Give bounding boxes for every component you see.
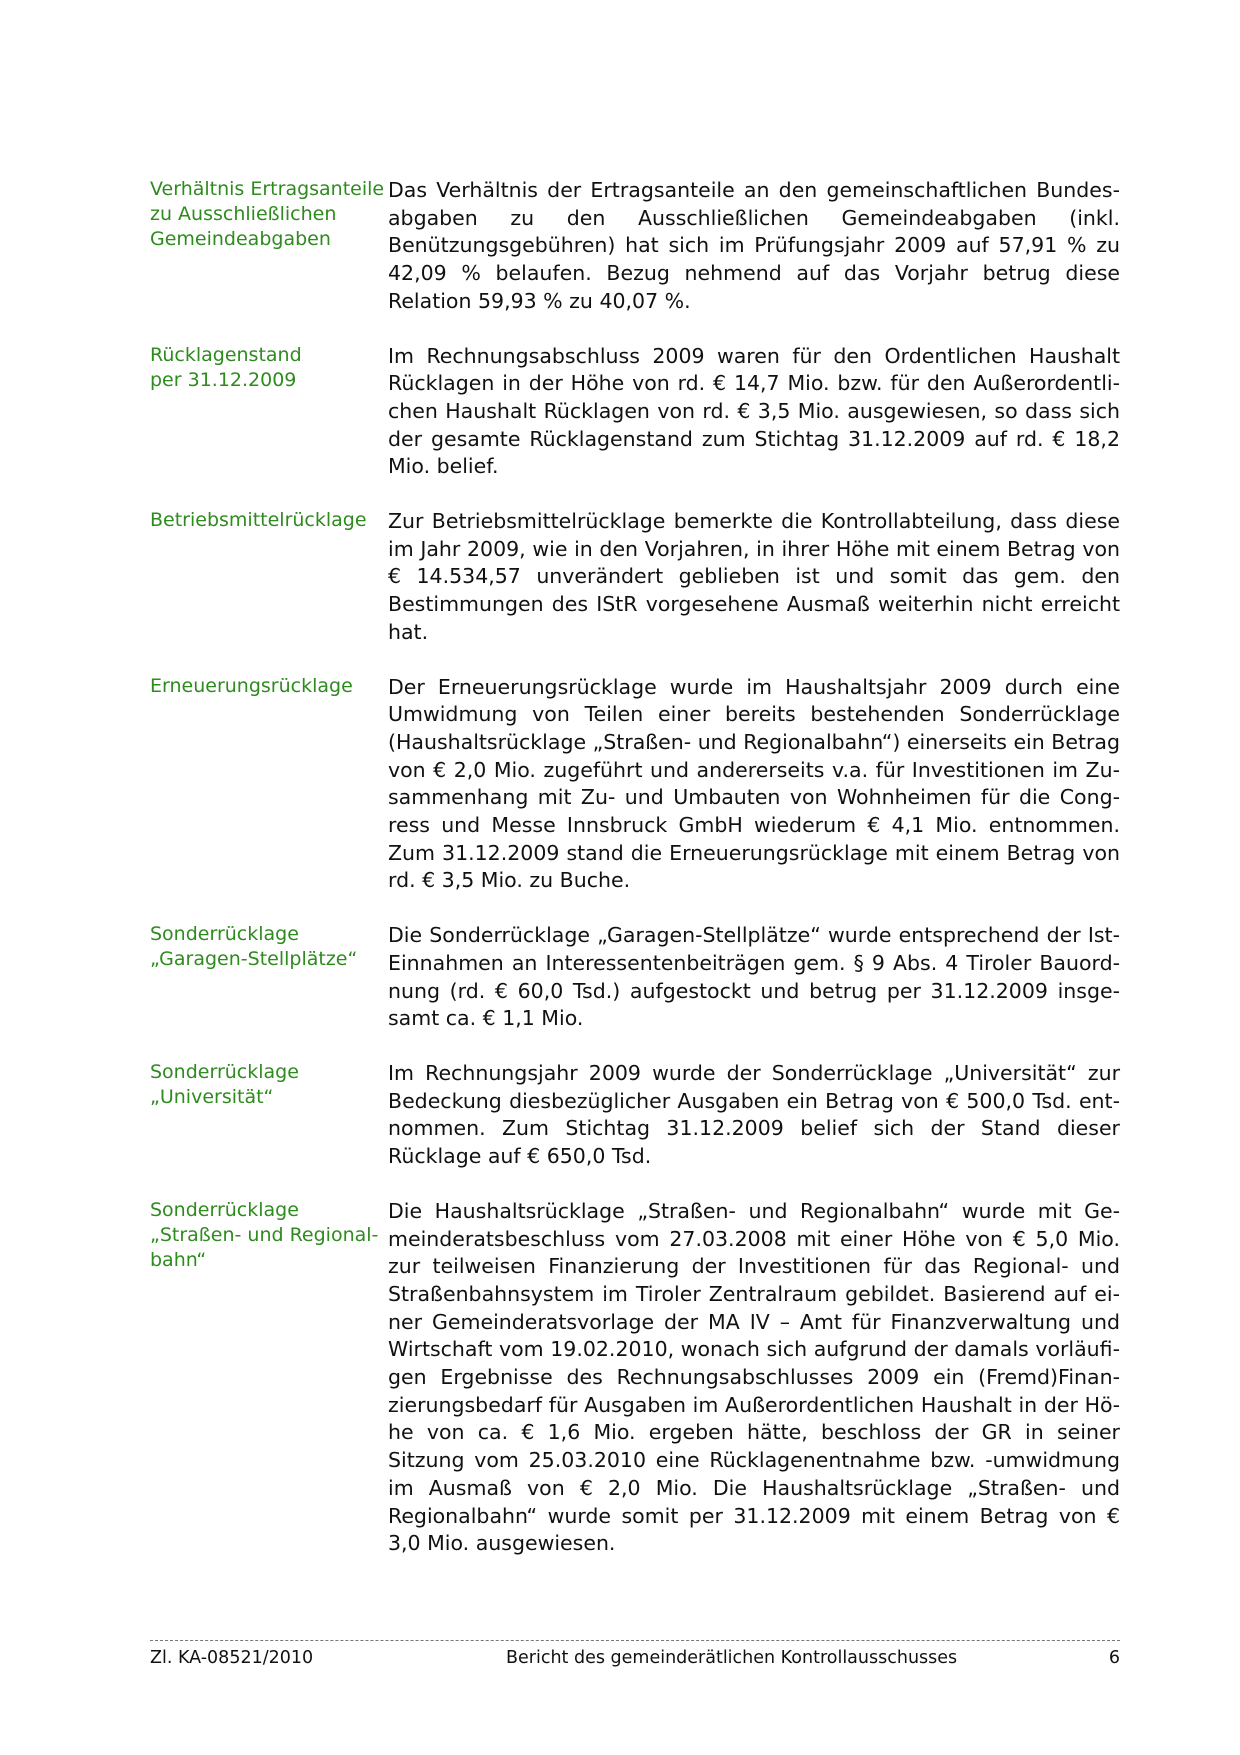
margin-heading-line: Erneuerungsrücklage (150, 674, 353, 697)
paragraph: Zur Betriebsmittelrücklage bemerkte die Kontrollabteilung, dass diese im Jahr 2009, wie in den Vorjahren, in ihrer Höhe mit einem Betrag von € 14.534,57 unverändert geblieben ist und somit das gem. den Bestimmungen des IStR vorgesehene Ausmaß weiterhin nicht erreicht hat. (388, 509, 1120, 644)
margin-heading (150, 1060, 388, 1110)
paragraph: Der Erneuerungsrücklage wurde im Haushaltsjahr 2009 durch eine Umwidmung von Teilen einer bereits bestehenden Sonderrücklage (Haushaltsrücklage „Straßen- und Regionalbahn“) einerseits ein Betrag von € 2,0 Mio. zugeführt und andererseits v.a. für Investitionen im Zusammenhang mit Zu- und Umbauten von Wohnheimen für die Congress und Messe Innsbruck GmbH wiederum € 4,1 Mio. entnommen. Zum 31.12.2009 stand die Erneuerungsrücklage mit einem Betrag von rd. € 3,5 Mio. zu Buche. (388, 674, 1120, 893)
margin-heading-line: Sonderrücklage (150, 1198, 299, 1221)
section-betriebsmittelruecklage (150, 508, 1120, 647)
page-footer (150, 1640, 1120, 1669)
margin-heading-line: Gemeindeabgaben (150, 228, 331, 250)
margin-heading (150, 343, 388, 393)
paragraph: Die Sonderrücklage „Garagen-Stellplätze“ wurde entsprechend der Ist-Einnahmen an Interessentenbeiträgen gem. § 9 Abs. 4 Tiroler Bauordnung (rd. € 60,0 Tsd.) aufgestockt und betrug per 31.12.2009 insgesamt ca. € 1,1 Mio. (388, 923, 1120, 1031)
margin-heading (150, 177, 388, 252)
margin-heading-line: „Garagen-Stellplätze“ (150, 948, 358, 971)
section-ertragsanteile (150, 177, 1120, 316)
margin-heading (150, 922, 388, 972)
paragraph: Das Verhältnis der Ertragsanteile an den gemeinschaftlichen Bundesabgaben zu den Ausschließlichen Gemeindeabgaben (inkl. Benützungsgebühren) hat sich im Prüfungsjahr 2009 auf 57,91 % zu 42,09 % belaufen. Bezug nehmend auf das Vorjahr betrug diese Relation 59,93 % zu 40,07 %. (388, 178, 1120, 313)
section-garagen-stellplaetze (150, 922, 1120, 1033)
paragraph: Im Rechnungsabschluss 2009 waren für den Ordentlichen Haushalt Rücklagen in der Höhe von rd. € 14,7 Mio. bzw. für den Außerordentlichen Haushalt Rücklagen von rd. € 3,5 Mio. ausgewiesen, so dass sich der gesamte Rücklagenstand zum Stichtag 31.12.2009 auf rd. € 18,2 Mio. belief. (388, 343, 1120, 479)
section-erneuerungsruecklage (150, 674, 1120, 896)
margin-heading-line: Rücklagenstand (150, 343, 302, 366)
margin-heading-line: zu Ausschließlichen (150, 203, 337, 225)
page-number: 6 (1108, 1648, 1120, 1668)
margin-heading-line: Sonderrücklage (150, 1060, 299, 1083)
margin-heading-line: per 31.12.2009 (150, 368, 297, 391)
margin-heading (150, 674, 388, 699)
margin-heading-line: Betriebsmittelrücklage (150, 509, 367, 532)
paragraph: Im Rechnungsjahr 2009 wurde der Sonderrücklage „Universität“ zur Bedeckung diesbezüglicher Ausgaben ein Betrag von € 500,0 Tsd. entnommen. Zum Stichtag 31.12.2009 belief sich der Stand dieser Rücklage auf € 650,0 Tsd. (388, 1060, 1120, 1169)
margin-heading-line: Sonderrücklage (150, 923, 299, 946)
margin-heading (150, 1198, 388, 1273)
margin-heading-line: „Straßen- und Regional- (150, 1223, 379, 1246)
section-ruecklagenstand (150, 343, 1120, 482)
margin-heading (150, 508, 388, 533)
document-reference: Zl. KA-08521/2010 (150, 1648, 314, 1668)
report-sections (150, 177, 1120, 1585)
section-universitaet (150, 1060, 1120, 1171)
report-title: Bericht des gemeinderätlichen Kontrollausschusses (506, 1648, 958, 1668)
margin-heading-line: Verhältnis Ertragsanteile (150, 178, 385, 200)
paragraph: Die Haushaltsrücklage „Straßen- und Regionalbahn“ wurde mit Gemeinderatsbeschluss vom 27.03.2008 mit einer Höhe von € 5,0 Mio. zur teilweisen Finanzierung der Investitionen für das Regional- und Straßenbahnsystem im Tiroler Zentralraum gebildet. Basierend auf einer Gemeinderatsvorlage der MA IV – Amt für Finanzverwaltung und Wirtschaft vom 19.02.2010, wonach sich aufgrund der damals vorläufigen Ergebnisse des Rechnungsabschlusses 2009 ein (Fremd)Finanzierungsbedarf für Ausgaben im Außerordentlichen Haushalt in der Höhe von ca. € 1,6 Mio. ergeben hätte, beschloss der GR in seiner Sitzung vom 25.03.2010 eine Rücklagenentnahme bzw. -umwidmung im Ausmaß von € 2,0 Mio. Die Haushaltsrücklage „Straßen- und Regionalbahn“ wurde somit per 31.12.2009 mit einem Betrag von € 3,0 Mio. ausgewiesen. (388, 1198, 1120, 1556)
section-strassen-regionalbahn (150, 1198, 1120, 1558)
margin-heading-line: bahn“ (150, 1248, 207, 1271)
margin-heading-line: „Universität“ (150, 1085, 274, 1108)
